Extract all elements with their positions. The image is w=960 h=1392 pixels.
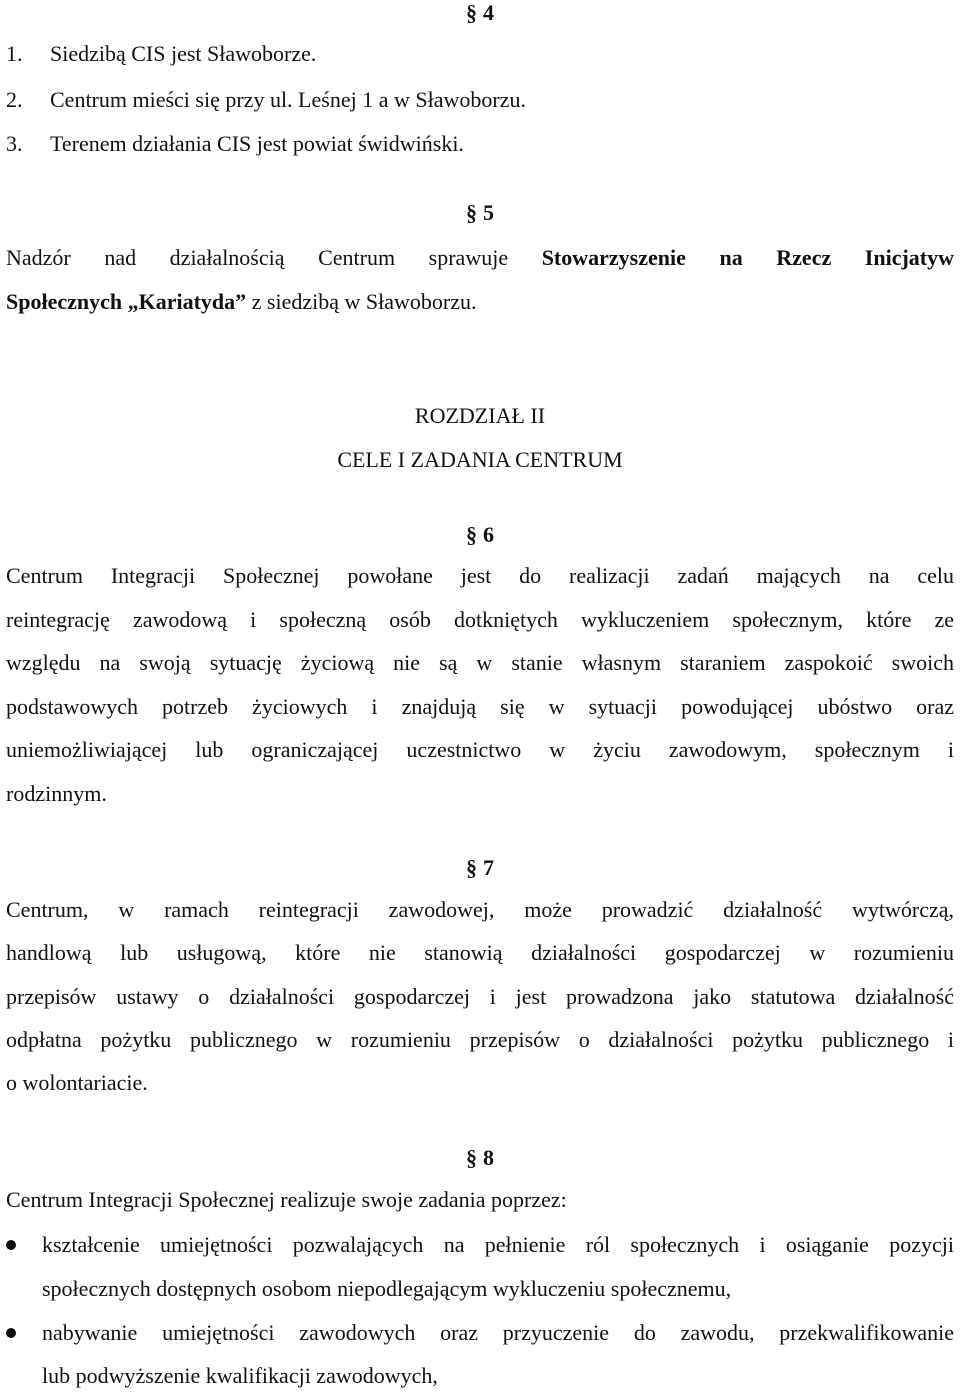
section-7-heading bbox=[0, 855, 960, 881]
text-run: z siedzibą w Sławoborzu. bbox=[251, 289, 477, 314]
paragraph-line: rodzinnym. bbox=[6, 781, 107, 806]
list-number: 3. bbox=[6, 131, 23, 156]
list-item bbox=[6, 130, 954, 158]
paragraph-line: reintegrację zawodową i społeczną osób dotkniętych wykluczeniem społecznym, które ze bbox=[6, 607, 954, 632]
paragraph-line: o wolontariacie. bbox=[6, 1070, 148, 1095]
section-symbol: § bbox=[466, 522, 477, 547]
section-number: 6 bbox=[483, 522, 494, 547]
section-symbol: § bbox=[466, 200, 477, 225]
organization-name: Społecznych „Kariatyda” bbox=[6, 289, 247, 314]
list-item-line: nabywanie umiejętności zawodowych oraz przyuczenie do zawodu, przekwalifikowanie bbox=[42, 1320, 954, 1345]
list-number: 1. bbox=[6, 41, 23, 66]
section-4-heading bbox=[0, 0, 960, 26]
list-item bbox=[6, 86, 954, 114]
list-text: Centrum mieści się przy ul. Leśnej 1 a w Sławoborzu. bbox=[50, 87, 526, 112]
section-8-heading bbox=[0, 1145, 960, 1171]
section-symbol: § bbox=[466, 1145, 477, 1170]
section-number: 7 bbox=[483, 855, 494, 880]
bullet-icon bbox=[6, 1328, 16, 1338]
chapter-title: ROZDZIAŁ II bbox=[414, 403, 546, 428]
list-item bbox=[6, 40, 954, 68]
list-text: Siedzibą CIS jest Sławoborze. bbox=[50, 41, 317, 66]
paragraph-line: Centrum, w ramach reintegracji zawodowej, może prowadzić działalność wytwórczą, bbox=[6, 897, 954, 922]
organization-name: Stowarzyszenie na Rzecz Inicjatyw bbox=[541, 245, 955, 270]
section-number: 4 bbox=[483, 0, 494, 25]
paragraph-line: uniemożliwiającej lub ograniczającej uczestnictwo w życiu zawodowym, społecznym i bbox=[6, 737, 954, 762]
paragraph-line: Centrum Integracji Społecznej powołane jest do realizacji zadań mających na celu bbox=[6, 563, 954, 588]
paragraph-line: względu na swoją sytuację życiową nie są w stanie własnym staraniem zaspokoić swoich bbox=[6, 650, 954, 675]
list-item-line: społecznych dostępnych osobom niepodlegającym wykluczeniu społecznemu, bbox=[42, 1276, 732, 1301]
section-6-heading bbox=[0, 522, 960, 548]
paragraph-line bbox=[6, 244, 954, 272]
section-number: 5 bbox=[483, 200, 494, 225]
section-symbol: § bbox=[466, 0, 477, 25]
section-number: 8 bbox=[483, 1145, 494, 1170]
paragraph-line: odpłatna pożytku publicznego w rozumieniu przepisów o działalności pożytku publicznego i bbox=[6, 1027, 954, 1052]
section-5-heading bbox=[0, 200, 960, 226]
paragraph-line: przepisów ustawy o działalności gospodarczej i jest prowadzona jako statutowa działalność bbox=[6, 984, 954, 1009]
list-text: Terenem działania CIS jest powiat świdwiński. bbox=[50, 131, 464, 156]
list-number: 2. bbox=[6, 87, 23, 112]
section-symbol: § bbox=[466, 855, 477, 880]
paragraph-line: podstawowych potrzeb życiowych i znajdują się w sytuacji powodującej ubóstwo oraz bbox=[6, 694, 954, 719]
list-item-line: kształcenie umiejętności pozwalających na pełnienie ról społecznych i osiąganie pozycji bbox=[42, 1232, 954, 1257]
paragraph-line bbox=[6, 288, 954, 316]
text-run: Nadzór nad działalnością Centrum sprawuje bbox=[6, 245, 509, 270]
bullet-icon bbox=[6, 1240, 16, 1250]
list-item-line: lub podwyższenie kwalifikacji zawodowych, bbox=[42, 1363, 438, 1388]
chapter-subtitle: CELE I ZADANIA CENTRUM bbox=[337, 447, 623, 472]
paragraph-line: handlową lub usługową, które nie stanowią działalności gospodarczej w rozumieniu bbox=[6, 940, 954, 965]
paragraph-line: Centrum Integracji Społecznej realizuje swoje zadania poprzez: bbox=[6, 1187, 567, 1212]
